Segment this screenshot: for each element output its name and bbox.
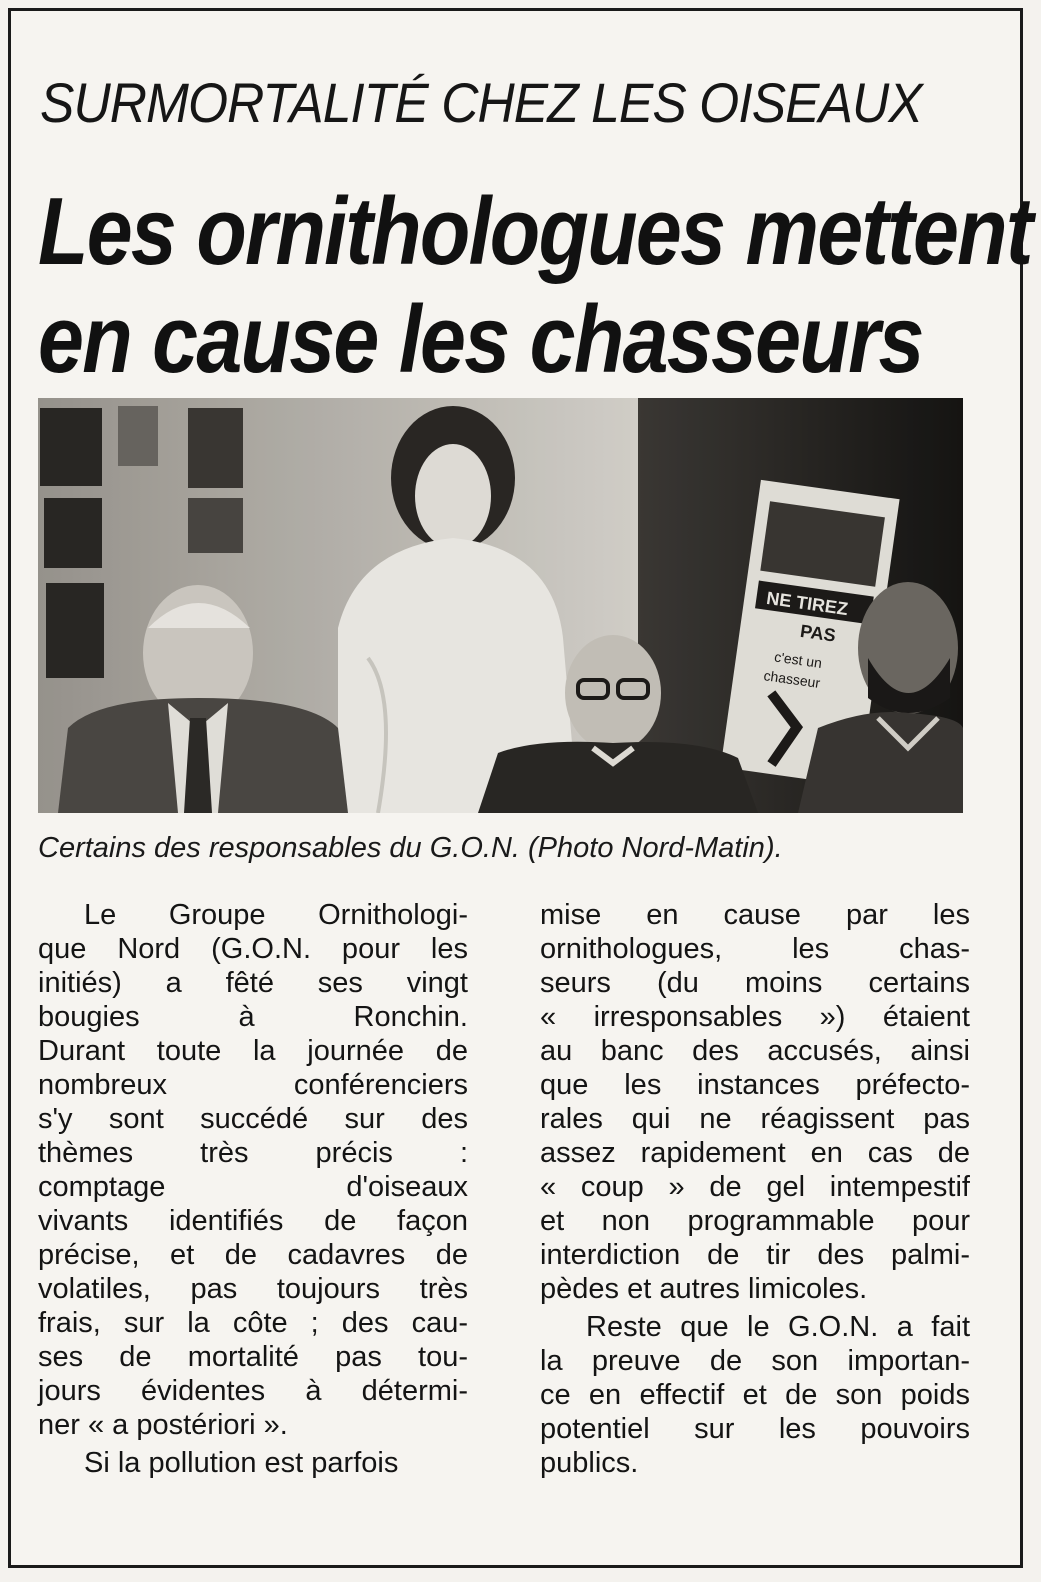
poster-text-3: c'est un [773,648,823,671]
text-line: précise, et de cadavres de [38,1239,468,1271]
text-line: au banc des accusés, ainsi [540,1035,970,1067]
text-line: seurs (du moins certains [540,967,970,999]
headline-line-2: en cause les chasseurs [38,286,923,393]
text-line: comptage d'oiseaux [38,1171,468,1203]
text-line: ornithologues, les chas- [540,933,970,965]
text-line: ce en effectif et de son poids [540,1379,970,1411]
text-line: potentiel sur les pouvoirs [540,1413,970,1445]
headline-line-1: Les ornithologues mettent [38,178,1032,285]
poster-text-4: chasseur [762,667,822,691]
text-line: s'y sont succédé sur des [38,1103,468,1135]
text-line: ner « a postériori ». [38,1409,288,1441]
text-line: et non programmable pour [540,1205,970,1237]
text-line: jours évidentes à détermi- [38,1375,468,1407]
text-line: frais, sur la côte ; des cau- [38,1307,468,1339]
poster-text-2: PAS [798,620,838,646]
text-line: thèmes très précis : [38,1137,468,1169]
text-line: « irresponsables ») étaient [540,1001,970,1033]
text-line: volatiles, pas toujours très [38,1273,468,1305]
text-line: initiés) a fêté ses vingt [38,967,468,999]
photo-caption: Certains des responsables du G.O.N. (Photo Nord-Matin). [38,832,783,864]
article-column-left [38,898,468,1480]
text-line: Reste que le G.O.N. a fait [586,1311,970,1343]
article-photo [38,398,963,813]
text-line: que les instances préfecto- [540,1069,970,1101]
text-line: mise en cause par les [540,899,970,931]
text-line: assez rapidement en cas de [540,1137,970,1169]
photo-illustration [38,398,963,813]
poster-text-1: NE TIREZ [765,587,850,620]
text-line: « coup » de gel intempestif [540,1171,970,1203]
article-kicker: SURMORTALITÉ CHEZ LES OISEAUX [40,71,922,134]
text-line: Durant toute la journée de [38,1035,468,1067]
text-line: rales qui ne réagissent pas [540,1103,970,1135]
text-line: Le Groupe Ornithologi- [84,899,468,931]
text-line: vivants identifiés de façon [38,1205,468,1237]
text-line: Si la pollution est parfois [84,1447,399,1479]
text-line: bougies à Ronchin. [38,1001,468,1033]
text-line: publics. [540,1447,639,1479]
article-column-right [540,898,970,1480]
text-line: interdiction de tir des palmi- [540,1239,970,1271]
text-line: la preuve de son importan- [540,1345,970,1377]
text-line: pèdes et autres limicoles. [540,1273,868,1305]
text-line: ses de mortalité pas tou- [38,1341,468,1373]
text-line: que Nord (G.O.N. pour les [38,933,468,965]
article-headline [38,178,1032,394]
text-line: nombreux conférenciers [38,1069,468,1101]
